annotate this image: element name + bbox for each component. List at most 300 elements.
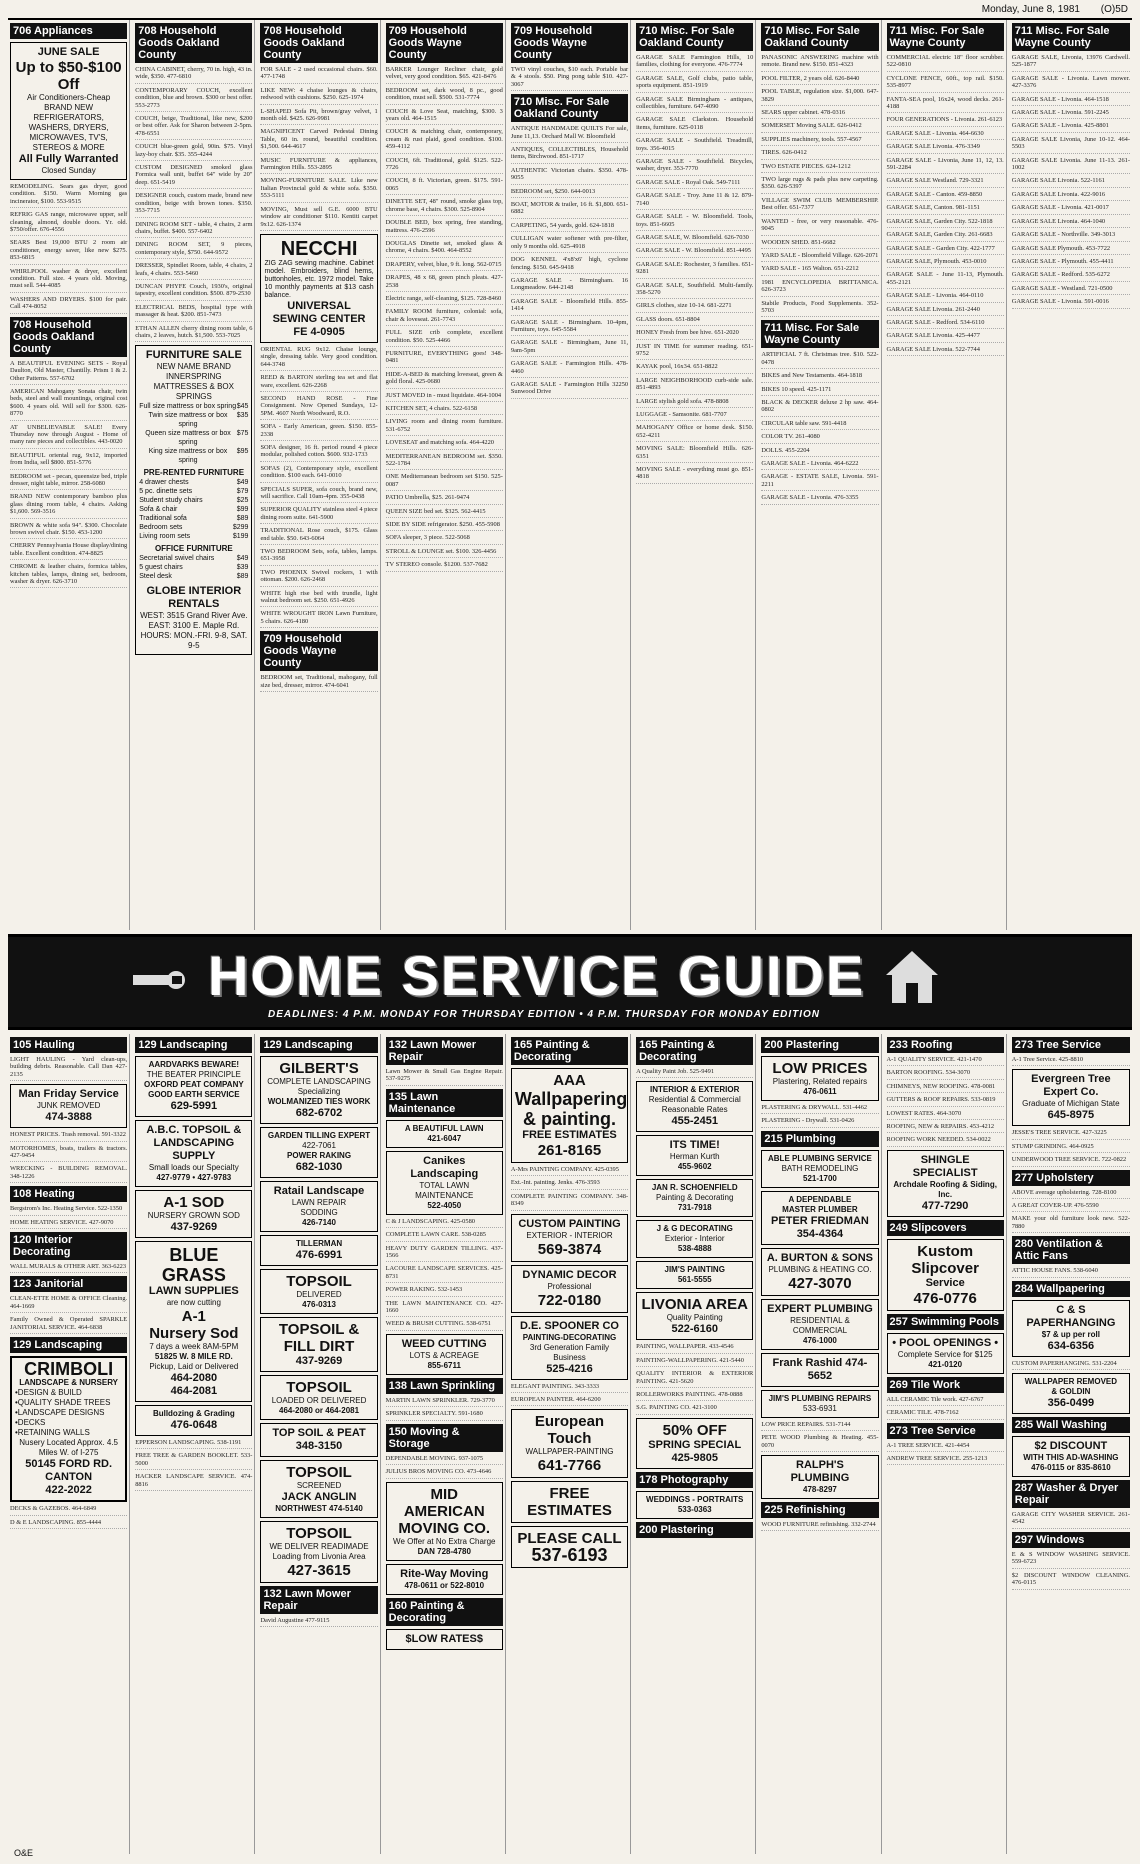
section-heading: 108 Heating [10,1186,127,1202]
ad-line: WEDDINGS - PORTRAITS [646,1494,744,1504]
guide-column-6 [634,1034,756,1854]
display-ad [636,1418,753,1469]
ad-line: & GOLDIN [1051,1387,1091,1397]
brand-name: NECCHI [280,237,358,260]
classified-ad: Stabile Products, Food Supplements. 352-5703 [761,300,878,318]
display-ad [260,1423,377,1457]
ad-line: A-1 SOD [163,1194,225,1211]
section-heading: 709 Household Goods Wayne County [260,631,377,671]
ad-list [887,1442,1004,1466]
classified-ad: AUTHENTIC Victorian chairs. $350. 478-9055 [511,167,628,185]
classified-ad: ROOFING, NEW & REPAIRS. 453-4212 [887,1123,1004,1133]
ad-phone: 421-6047 [427,1133,462,1143]
section-heading: 273 Tree Service [1012,1037,1130,1053]
ad-line: GILBERT'S [279,1060,359,1077]
classified-ad: CUSTOM DESIGNED smoked glass Formica wall unit, buffet 64" wide by 20" deep. 651-5419 [135,164,252,189]
classified-ad: A-1 TREE SERVICE. 421-4454 [887,1442,1004,1452]
display-ad [260,1269,377,1314]
ad-line: TOPSOIL [286,1525,352,1542]
ad-line: Exterior - Interior [664,1234,725,1244]
classified-ad: GARAGE SALE - June 11-13, Plymouth. 455-2121 [887,271,1004,289]
ad-phone: 437-9269 [170,1221,218,1233]
column-4 [384,20,506,930]
display-ad [386,1151,503,1215]
ad-subtitle: OFFICE FURNITURE [154,544,233,554]
price-list [139,554,248,581]
classified-ad: REMODELING. Sears gas dryer, good condition. $150. Warm Morning gas incinerator, $100. 553-9515 [10,183,127,208]
price-row [139,523,248,532]
section-heading: 132 Lawn Mower Repair [260,1586,377,1614]
classified-ad: DOLLS. 455-2204 [761,447,878,457]
ad-phone: 641-7766 [537,1457,602,1475]
ad-line: LAWN SUPPLIES [148,1285,239,1297]
classified-ad: DRAPES, 48 x 68, green pinch pleats. 427-2538 [386,274,503,292]
classified-ad: D & E LANDSCAPING. 855-4444 [10,1519,127,1529]
ad-line: A BEAUTIFUL LAWN [404,1123,484,1133]
classified-ad: A GREAT COVER-UP. 476-5590 [1012,1202,1130,1212]
price-row [139,429,248,447]
classified-ad: TIRES. 626-0412 [761,149,878,159]
display-ad [1012,1069,1130,1126]
classified-ad: GARAGE SALE - Farmington Hills 32250 Sunwood Drive [511,381,628,399]
display-ad [260,1521,377,1583]
column-3 [258,20,380,930]
ad-line: LANDSCAPE & NURSERY [19,1378,119,1388]
classified-ad: ROLLERWORKS PAINTING. 478-0888 [636,1391,753,1401]
ad-phone: 538-4888 [677,1244,712,1254]
ad-phone: 425-9805 [671,1451,718,1464]
classified-ad: GARAGE SALE - Plymouth. 455-4411 [1012,258,1130,268]
section-heading: 711 Misc. For Sale Wayne County [1012,23,1130,51]
display-ad [386,1120,503,1148]
classified-ad: GARAGE SALE - Canton. 459-8850 [887,191,1004,201]
ad-line: A DEPENDABLE [788,1194,852,1204]
section-heading: 284 Wallpapering [1012,1281,1130,1297]
classified-ad: STUMP GRINDING. 464-0925 [1012,1143,1130,1153]
ad-list [386,1068,503,1086]
ad-line: Residential & Commercial [648,1095,741,1105]
classified-ad: TWO ESTATE PIECES. 624-1212 [761,163,878,173]
ad-list [1012,1129,1130,1166]
ad-phone: 437-9269 [295,1355,343,1367]
display-ad [260,1375,377,1420]
item-label: King size mattress or box spring [148,448,228,465]
display-ad [135,1241,252,1402]
ad-line: LIVONIA AREA [641,1296,748,1314]
classified-ad: David Augustine 477-9115 [260,1617,377,1627]
classified-ad: BIKES and New Testaments. 464-1818 [761,372,878,382]
display-ad [511,1214,628,1262]
ad-line: OXFORD PEAT COMPANY [143,1080,244,1089]
ad-phone: 478-8297 [803,1485,837,1495]
ad-phone: 533-6931 [803,1403,837,1413]
display-ad [761,1390,878,1418]
display-ad [636,1135,753,1176]
ad-line: JIM'S PLUMBING REPAIRS [768,1393,872,1403]
classified-ad: WHIRLPOOL washer & dryer, excellent condition. Full size. 4 years old. Moving, must sell. 544-4085 [10,268,127,293]
ad-line: BLUE GRASS [161,1245,226,1285]
classified-ad: PAINTING-WALLPAPERING. 421-5440 [636,1357,753,1367]
price-row [139,563,248,572]
classified-ad: SIDE BY SIDE refrigerator. $250. 455-5908 [386,521,503,531]
ad-line: GOOD EARTH SERVICE [148,1090,240,1099]
classified-ad: ARTIFICIAL 7 ft. Christmas tree. $10. 522-0478 [761,351,878,369]
classified-ad: LARGE NEIGHBORHOOD curb-side sale. 851-4893 [636,377,753,395]
classified-ad: MOVING SALE: Bloomfield Hills. 626-6351 [636,445,753,463]
section-heading: 711 Misc. For Sale Wayne County [761,320,878,348]
section-heading: 710 Misc. For Sale Oakland County [761,23,878,51]
ad-line: WITH THIS AD-WASHING [1023,1453,1119,1463]
classified-ad: DOG KENNEL 4'x8'x6' high, cyclone fencing. $150. 645-9418 [511,256,628,274]
ad-line: TOPSOIL [286,1379,352,1396]
ad-line: Evergreen Tree Expert Co. [1031,1073,1111,1099]
display-ad [1012,1373,1130,1414]
display-ad [511,1526,628,1568]
classified-ad: WRECKING - BUILDING REMOVAL. 348-1226 [10,1165,127,1183]
section-heading: 280 Ventilation & Attic Fans [1012,1236,1130,1264]
section-heading: 233 Roofing [887,1037,1004,1053]
section-heading: 706 Appliances [10,23,127,39]
classified-ad: GARAGE SALE - Livonia. 464-6222 [761,460,878,470]
ad-line: • POOL OPENINGS • [892,1336,999,1349]
classified-ad: GIRLS clothes, size 10-14. 681-2271 [636,302,753,312]
display-ad [887,1333,1004,1374]
ad-phone: NORTHWEST 474-5140 [275,1504,363,1513]
classified-ad: MAHOGANY Office or home desk. $150. 652-4211 [636,424,753,442]
ad-list [887,1396,1004,1420]
display-ad [260,1235,377,1266]
item-label: Living room sets [139,533,191,541]
section-heading: 287 Washer & Dryer Repair [1012,1480,1130,1508]
classified-ad: COUCH, 8 ft. Victorian, green. $175. 591-0065 [386,177,503,195]
ad-line: C & S PAPERHANGING [1026,1303,1116,1329]
classified-ad: PANASONIC ANSWERING machine with remote. Brand new. $150. 851-4323 [761,54,878,72]
classified-ad: GARAGE SALE Farmington Hills, 10 families, clothing for everyone. 476-7774 [636,54,753,72]
ad-list [761,351,878,504]
ad-phone: 855-6711 [427,1360,461,1370]
ad-phone: 522-6160 [671,1323,718,1336]
classified-ad: MOVING, Must sell G.E. 6000 BTU window air conditioner $110. Kentiti carpet 9x12. 626-1374 [260,206,377,231]
ad-line: 7 days a week 8AM-5PM [149,1342,239,1351]
item-price: $25 [236,497,249,505]
item-price: $75 [236,430,249,438]
ad-phone: 645-8975 [1047,1109,1095,1122]
section-heading: 123 Janitorial [10,1276,127,1292]
store-name: UNIVERSAL SEWING CENTER [272,299,366,325]
classified-ad: CHERRY Pennsylvania House display/dining table. Excellent condition. 474-8825 [10,542,127,560]
classified-ad: ETHAN ALLEN cherry dining room table, 6 chairs, 2 leaves, hutch. $1,500. 553-7025 [135,325,252,343]
classified-ad: GARAGE SALE - W. Bloomfield. Tools, toys. 851-6605 [636,213,753,231]
ad-line: Ratail Landscape [273,1185,365,1197]
ad-line: MID AMERICAN [403,1485,485,1520]
classified-ad: $2 DISCOUNT WINDOW CLEANING. 476-0115 [1012,1572,1130,1590]
section-heading: 709 Household Goods Wayne County [386,23,503,63]
ad-line: Frank Rashid 474-5652 [772,1356,868,1382]
classified-ad: GARAGE SALE Livonia. 522-1161 [1012,177,1130,187]
ad-line: PETER FRIEDMAN [771,1214,869,1227]
ad-line: Graduate of Michigan State [1022,1099,1120,1109]
classified-ad: GARAGE SALE Livonia. 476-3349 [887,143,1004,153]
classified-ad: BROWN & white sofa 94". $300. Chocolate brown swivel chair. $150. 453-1200 [10,522,127,540]
classified-ad: COUCH & matching chair, contemporary, cream & rust plaid, good condition. $100. 459-4112 [386,128,503,153]
classified-ad: GARAGE SALE - Birmingham, June 11, 9am-5pm [511,339,628,357]
ad-list [636,1343,753,1414]
ad-line: Bulldozing & Grading [152,1409,235,1418]
classified-ad: JULIUS BROS MOVING CO. 473-4646 [386,1468,503,1478]
classified-ad: JUST MOVED in - must liquidate. 464-1004 [386,392,503,402]
banner-deadline: DEADLINES: 4 P.M. MONDAY FOR THURSDAY EDITION • 4 P.M. THURSDAY FOR MONDAY EDITION [268,1009,821,1020]
section-heading: 200 Plastering [761,1037,878,1053]
ad-line: Specializing [297,1087,341,1096]
ad-line: DELIVERED [296,1290,342,1299]
item-label: Student study chairs [139,497,203,505]
ad-list [1012,1360,1130,1370]
ad-phone: 477-7290 [921,1199,969,1212]
classified-ad: YARD SALE - Bloomfield Village. 626-2071 [761,252,878,262]
ad-list [386,1218,503,1331]
column-8 [885,20,1007,930]
display-ad [386,1564,503,1595]
classified-ad: DUNCAN PHYFE Couch, 1930's, original tapestry, excellent condition. $500. 879-2530 [135,283,252,301]
ad-phone: 474-3888 [45,1111,92,1124]
price-list [139,478,248,541]
classified-ad: GARAGE SALE - W. Bloomfield. 851-4495 [636,247,753,257]
classified-ad: ATTIC HOUSE FANS. 538-6040 [1012,1267,1130,1277]
classified-ad: GARAGE SALE Livonia. 261-2440 [887,306,1004,316]
ad-list [511,66,628,91]
display-ad [887,1239,1004,1311]
price-row [139,487,248,496]
ad-line: LOTS & ACREAGE [409,1350,479,1360]
classified-ad: WANTED - free, or very reasonable. 476-9045 [761,218,878,236]
ad-list [761,1421,878,1452]
ad-line: SHINGLE SPECIALIST [912,1153,978,1179]
price-row [139,402,248,411]
ad-line: •DECKS [15,1418,46,1428]
ad-line: Nursery Sod [149,1325,239,1342]
display-ad [260,1317,377,1372]
classified-ad: FAMILY ROOM furniture, colonial: sofa, chair & loveseat. 261-7743 [386,308,503,326]
classified-ad: DRESSER, Spindlet Room, table, 4 chairs, 2 leafs, 4 chairs. 553-5460 [135,262,252,280]
classified-ad: CERAMIC TILE. 478-7162 [887,1409,1004,1419]
ad-phone: 427-9779 • 427-9783 [156,1173,232,1182]
classified-ad: GARAGE SALE, Garden City. 522-1818 [887,218,1004,228]
classified-ad: JESSE'S TREE SERVICE. 427-3225 [1012,1129,1130,1139]
classified-ad: MUSIC FURNITURE & appliances, Farmington Hills. 553-2895 [260,157,377,175]
display-ad [636,1261,753,1289]
ad-line: MOVING CO. [398,1519,491,1537]
classified-ad: GARAGE SALE - Northville. 349-3013 [1012,231,1130,241]
guide-column-4 [384,1034,506,1854]
classified-ad: TRADITIONAL Rose couch, $175. Glass end table. $50. 643-6064 [260,527,377,545]
ad-subtitle: PRE-RENTED FURNITURE [143,468,245,478]
ad-phone: 426-7140 [302,1218,336,1227]
ad-phone: 455-9602 [677,1162,712,1172]
ad-line: EXTERIOR - INTERIOR [526,1230,613,1240]
ad-line: JACK ANGLIN [281,1491,357,1503]
classified-ad: GARAGE SALE, W. Bloomfield. 626-7030 [636,234,753,244]
classified-ad: MOVING-FURNITURE SALE. Like new Italian Provincial gold & white sofa. $350. 553-5111 [260,177,377,202]
classified-ad: A-1 QUALITY SERVICE. 421-1470 [887,1056,1004,1066]
section-heading: 708 Household Goods Oakland County [135,23,252,63]
classified-ad: WEED & BRUSH CUTTING. 538-6751 [386,1320,503,1330]
ad-list [761,1521,878,1531]
display-ad [511,1481,628,1523]
classified-ad: WHITE high rise bed with trundle, light walnut bedroom set. $250. 651-4926 [260,590,377,608]
classified-ad: SEARS Best 19,000 BTU 2 room air conditioner, energy saver, like new $275. 853-6815 [10,239,127,264]
classified-ad: COUCH, beige, Traditional, like new, $200 or best offer. Ask for Sharon between 2-5pm. 478-6551 [135,115,252,140]
ad-line: •LANDSCAPE DESIGNS [15,1408,105,1418]
store-name: GLOBE INTERIOR RENTALS [146,585,242,611]
classified-ad: GARAGE SALE - Redford. 535-6272 [1012,271,1130,281]
classified-ad: ROOFING WORK NEEDED. 534-0022 [887,1136,1004,1146]
ad-line: Pickup, Laid or Delivered [149,1362,239,1371]
ad-title: FURNITURE SALE [145,349,242,362]
classified-ad: GARAGE SALE - Livonia. 421-0017 [1012,204,1130,214]
classified-ad: GARAGE SALE - Livonia. Lawn mower. 427-3376 [1012,75,1130,93]
item-label: Traditional sofa [139,515,187,523]
classified-ad: PLASTERING - Drywall. 531-0426 [761,1117,878,1127]
classified-ad: GARAGE SALE - Redford. 534-6110 [887,319,1004,329]
display-ad [761,1056,878,1101]
section-heading: 165 Painting & Decorating [636,1037,753,1065]
classified-ad: HACKER LANDSCAPE SERVICE. 474-8816 [135,1473,252,1491]
classified-ad: Electric range, self-cleaning, $125. 728-8460 [386,295,503,305]
classified-ad: GARAGE SALE, Plymouth. 453-0010 [887,258,1004,268]
section-heading: 710 Misc. For Sale Oakland County [511,94,628,122]
section-heading: 708 Household Goods Oakland County [260,23,377,63]
classified-ad: DEPENDABLE MOVING. 937-1075 [386,1455,503,1465]
item-label: 5 pc. dinette sets [139,488,193,496]
ad-list [10,1295,127,1334]
classified-ad: ALL CERAMIC Tile work. 427-6767 [887,1396,1004,1406]
classified-ad: ANDREW TREE SERVICE. 255-1213 [887,1455,1004,1465]
classified-ad: KITCHEN SET, 4 chairs. 522-6158 [386,405,503,415]
ad-line: NEW NAME BRAND INNERSPRING MATTRESSES & BOX SPRINGS [153,362,234,402]
ad-line: LOADED OR DELIVERED [271,1396,367,1405]
classified-ad: SUPERIOR QUALITY stainless steel 4 piece dining room suite. 641-5900 [260,506,377,524]
ad-list [887,54,1004,356]
ad-line: are now cutting [166,1298,221,1307]
item-price: $95 [236,448,249,456]
dateline [8,4,1132,18]
item-label: Bedroom sets [139,524,183,532]
classified-ad: FOUR GENERATIONS - Livonia. 261-6123 [887,116,1004,126]
column-6 [634,20,756,930]
price-row [139,496,248,505]
ad-list [135,66,252,342]
ad-list [887,1083,1004,1147]
display-ad [10,1084,127,1128]
store-hours: HOURS: MON.-FRI. 9-8, SAT. 9-5 [140,631,248,651]
classified-ad: GARAGE SALE - Troy. June 11 & 12. 879-7140 [636,192,753,210]
ad-phone: 682-6702 [295,1107,343,1119]
display-ad [386,1334,503,1375]
classified-ad: REED & BARTON sterling tea set and flat ware, excellent. 626-2268 [260,374,377,392]
ad-line: Professional [547,1281,592,1291]
ad-phone: 682-1030 [295,1161,343,1173]
ad-line: Painting & Decorating [656,1193,734,1203]
item-label: 4 drawer chests [139,479,189,487]
ad-line: CUSTOM PAINTING [518,1217,621,1230]
section-heading: 249 Slipcovers [887,1220,1004,1236]
classified-ad: FULL SIZE crib complete, excellent condition. $50. 525-4466 [386,329,503,347]
ad-line: European Touch [534,1413,605,1448]
classified-ad: LIVING room and dining room furniture. 531-6752 [386,418,503,436]
item-label: Queen size mattress or box spring [145,430,231,447]
ad-line: 50% OFF [662,1421,727,1439]
display-ad [636,1292,753,1340]
section-heading: 178 Photography [636,1472,753,1488]
classified-ad: GARAGE SALE Plymouth. 453-7722 [1012,245,1130,255]
classified-ad: VILLAGE SWIM CLUB MEMBERSHIP. Best offer. 651-7377 [761,197,878,215]
classified-ad: GARAGE SALE: Rochester, 3 families. 651-9281 [636,261,753,279]
classified-ad: L-SHAPED Sofa Pit, brown/gray velvet, 1 month old. $425. 626-9981 [260,108,377,126]
display-ad [511,1409,628,1478]
classified-ad: CULLIGAN water softener with pre-filter, only 9 months old. 625-4918 [511,235,628,253]
classified-ad: GARAGE SALE Livonia. 464-1040 [1012,218,1130,228]
classified-ad: GARAGE SALE - Royal Oak. 549-7111 [636,179,753,189]
display-ad [887,1150,1004,1217]
display-ad [135,1190,252,1238]
display-ad [761,1455,878,1499]
classified-ad: TWO vinyl couches, $10 each. Portable bar & 4 stools. $50. Ping pong table $10. 427-3067 [511,66,628,91]
classified-ad: BIKES 10 speed. 425-1171 [761,386,878,396]
display-ad [761,1191,878,1245]
classified-ad: KAYAK pool, 16x34. 651-8822 [636,363,753,373]
classified-ad: BOAT, MOTOR & trailer, 16 ft. $1,800. 651-6882 [511,201,628,219]
ad-line: EXPERT PLUMBING [767,1302,873,1315]
classified-ad: Family Owned & Operated SPARKLE JANITORIAL SERVICE. 464-6838 [10,1316,127,1334]
ad-text: ZIG ZAG sewing machine. Cabinet model. Embroiders, blind hems, buttonholes, etc. 1972 model. Take 10 monthly payments at $13 cash balance. [264,259,374,299]
classifieds-top [8,18,1132,930]
classified-ad: POWER RAKING. 532-1453 [386,1286,503,1296]
ad-line: TOPSOIL [286,1273,352,1290]
classified-ad: LIKE NEW: 4 chaise lounges & chairs, redwood with cushions. $250. 625-1974 [260,87,377,105]
classified-ad: GARAGE SALE Westland. 729-3321 [887,177,1004,187]
classified-ad: MAKE your old furniture look new. 522-7880 [1012,1215,1130,1233]
classified-ad: GARAGE SALE - Livonia. 464-1518 [1012,96,1130,106]
item-price: $45 [236,403,249,411]
classified-ad: AT UNBELIEVABLE SALE! Every Thursday now through August - Home of many rare pieces and collectibles. 443-0020 [10,424,127,449]
ad-phone: 464-2081 [170,1385,218,1397]
ad-line: Closed Sunday [41,166,96,175]
issue-date: Monday, June 8, 1981 [981,4,1080,15]
classified-ad: SUPPLIES machinery, tools. 557-4567 [761,136,878,146]
ad-line: DYNAMIC DECOR [522,1268,617,1281]
ad-line: $LOW RATES$ [405,1632,483,1645]
ad-line: NURSERY GROWN SOD [147,1211,240,1220]
classified-ad: DRAPERY, velvet, blue, 9 ft. long. 562-0715 [386,261,503,271]
classified-ad: LACOURE LANDSCAPE SERVICES. 425-8731 [386,1265,503,1283]
ad-line: All Fully Warranted [18,153,119,165]
ad-line: & painting. [522,1109,616,1129]
classified-ad: DINING ROOM SET - table, 4 chairs, 2 arm chairs, buffet. $400. 557-6402 [135,221,252,239]
classified-ad: TV STEREO console. $1200. 537-7682 [386,561,503,571]
classified-ad: GARAGE SALE Livonia. 522-7744 [887,346,1004,356]
ad-phone: 478-0611 or 522-8010 [404,1580,485,1590]
ad-phone: 422-2022 [45,1484,92,1497]
ad-line: WOLMANIZED TIES WORK [267,1097,371,1106]
ad-list [1012,1189,1130,1234]
classified-ad: GARAGE SALE - Birmingham. 16 Longmeadow. 644-2148 [511,277,628,295]
classified-ad: CARPETING, 54 yards, gold. 624-1818 [511,222,628,232]
ad-phone: 537-6193 [531,1545,608,1566]
display-ad [636,1081,753,1132]
ad-list [135,1439,252,1491]
ad-list [260,674,377,692]
ad-list [1012,1511,1130,1529]
